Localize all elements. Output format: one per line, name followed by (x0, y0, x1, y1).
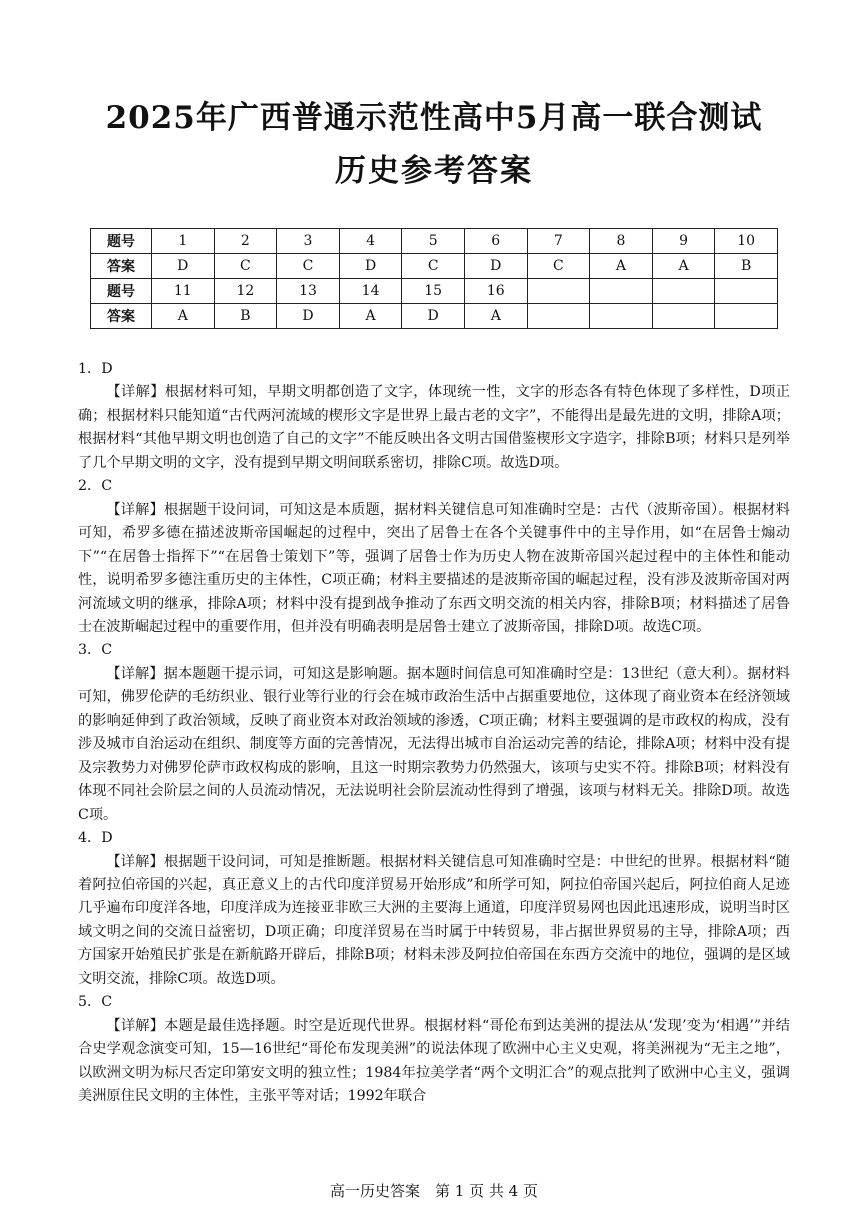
question-number-cell (590, 279, 653, 304)
question-number-cell: 7 (527, 229, 590, 254)
question-number-cell: 11 (152, 279, 215, 304)
question-number-cell: 2 (214, 229, 277, 254)
answer-table-row (91, 229, 778, 254)
question-number-cell (652, 279, 715, 304)
row-header: 题号 (91, 279, 152, 304)
answer-table-row (91, 279, 778, 304)
question-number-cell: 9 (652, 229, 715, 254)
question-number-cell: 10 (715, 229, 778, 254)
answer-cell: D (339, 254, 402, 279)
question-number-cell: 4 (339, 229, 402, 254)
question-label: 1．D (78, 361, 113, 377)
answer-cell: C (402, 254, 465, 279)
answer-cell: C (527, 254, 590, 279)
question-number-cell: 14 (339, 279, 402, 304)
question-label: 3．C (78, 642, 113, 659)
answer-cell: A (590, 254, 653, 279)
row-header: 答案 (91, 304, 152, 329)
answer-cell: C (214, 254, 277, 279)
question-number-cell (715, 279, 778, 304)
question-label: 2．C (78, 478, 113, 495)
row-header: 题号 (91, 229, 152, 254)
answer-table-row (91, 254, 778, 279)
answer-cell (652, 304, 715, 329)
question-number-cell: 5 (402, 229, 465, 254)
answer-cell (590, 304, 653, 329)
question-explanation: 【详解】本题是最佳选择题。时空是近现代世界。根据材料“哥伦布到达美洲的提法从‘发现’变为‘相遇’”并结合史学观念演变可知，15—16世纪“哥伦布发现美洲”的说法体现了欧洲中心主义史观，将美洲视为“无主之地”，以欧洲文明为标尺否定印第安文明的独立性；1984年拉美学者“两个文明汇合”的观点批判了欧洲中心主义，强调美洲原住民文明的主体性，主张平等对话；1992年联合 (78, 1017, 790, 1105)
question-number-cell (527, 279, 590, 304)
question-label: 4．D (78, 830, 113, 847)
answer-cell: A (652, 254, 715, 279)
answer-cell: C (277, 254, 340, 279)
answer-cell: A (152, 304, 215, 329)
question-label: 5．C (78, 994, 113, 1011)
explanations (78, 358, 790, 1109)
document-subtitle: 历史参考答案 (335, 153, 533, 189)
document-title: 2025年广西普通示范性高中5月高一联合测试 (105, 100, 763, 136)
question-explanation: 【详解】根据材料可知，早期文明都创造了文字，体现统一性，文字的形态各有特色体现了多样性，D项正确；根据材料只能知道“古代两河流域的楔形文字是世界上最古老的文字”，不能得出是最先进的文明，排除A项；根据材料“其他早期文明也创造了自己的文字”不能反映出各文明古国借鉴楔形文字造字，排除B项；材料只是列举了几个早期文明的文字，没有提到早期文明间联系密切，排除C项。故选D项。 (78, 384, 790, 471)
answer-cell: D (277, 304, 340, 329)
question-explanation: 【详解】根据题干设问词，可知这是本质题，据材料关键信息可知准确时空是：古代（波斯帝国）。根据材料可知，希罗多德在描述波斯帝国崛起的过程中，突出了居鲁士在各个关键事件中的主导作用，如“在居鲁士煽动下”“在居鲁士指挥下”“在居鲁士策划下”等，强调了居鲁士作为历史人物在波斯帝国兴起过程中的主体性和能动性，说明希罗多德注重历史的主体性，C项正确；材料主要描述的是波斯帝国的崛起过程，没有涉及波斯帝国对两河流域文明的继承，排除A项；材料中没有提到战争推动了东西文明交流的相关内容，排除B项；材料描述了居鲁士在波斯崛起过程中的重要作用，但并没有明确表明是居鲁士建立了波斯帝国，排除D项。故选C项。 (78, 501, 790, 635)
answer-table (90, 228, 778, 329)
question-number-cell: 15 (402, 279, 465, 304)
answer-cell: B (715, 254, 778, 279)
answer-cell: A (339, 304, 402, 329)
question-explanation: 【详解】根据题干设问词，可知是推断题。根据材料关键信息可知准确时空是：中世纪的世界。根据材料“随着阿拉伯帝国的兴起，真正意义上的古代印度洋贸易开始形成”和所学可知，阿拉伯帝国兴起后，阿拉伯商人足迹几乎遍布印度洋各地，印度洋成为连接亚非欧三大洲的主要海上通道，印度洋贸易网也因此迅速形成，说明当时区域文明之间的交流日益密切，D项正确；印度洋贸易在当时属于中转贸易，非占据世界贸易的主导，排除A项；西方国家开始殖民扩张是在新航路开辟后，排除B项；材料未涉及阿拉伯帝国在东西方交流中的地位，强调的是区域文明交流，排除C项。故选D项。 (78, 853, 790, 987)
answer-cell (715, 304, 778, 329)
answer-cell: D (152, 254, 215, 279)
question-number-cell: 6 (464, 229, 527, 254)
question-number-cell: 3 (277, 229, 340, 254)
answer-cell: A (464, 304, 527, 329)
question-number-cell: 12 (214, 279, 277, 304)
question-number-cell: 1 (152, 229, 215, 254)
answer-cell: D (402, 304, 465, 329)
question-explanation: 【详解】据本题题干提示词，可知这是影响题。据本题时间信息可知准确时空是：13世纪（意大利）。据材料可知，佛罗伦萨的毛纺织业、银行业等行业的行会在城市政治生活中占据重要地位，这体现了商业资本在经济领域的影响延伸到了政治领域，反映了商业资本对政治领域的渗透，C项正确；材料主要强调的是市政权的构成，没有涉及城市自治运动在组织、制度等方面的完善情况，无法得出城市自治运动完善的结论，排除A项；材料中没有提及宗教势力对佛罗伦萨市政权构成的影响，且这一时期宗教势力仍然强大，该项与史实不符。排除B项；材料没有体现不同社会阶层之间的人员流动情况，无法说明社会阶层流动性得到了增强，该项与材料无关。排除D项。故选C项。 (78, 665, 790, 823)
question-number-cell: 13 (277, 279, 340, 304)
answer-table-row (91, 304, 778, 329)
answer-cell: D (464, 254, 527, 279)
answer-cell (527, 304, 590, 329)
question-number-cell: 8 (590, 229, 653, 254)
question-number-cell: 16 (464, 279, 527, 304)
answer-cell: B (214, 304, 277, 329)
row-header: 答案 (91, 254, 152, 279)
page-footer: 高一历史答案 第 1 页 共 4 页 (330, 1182, 538, 1200)
